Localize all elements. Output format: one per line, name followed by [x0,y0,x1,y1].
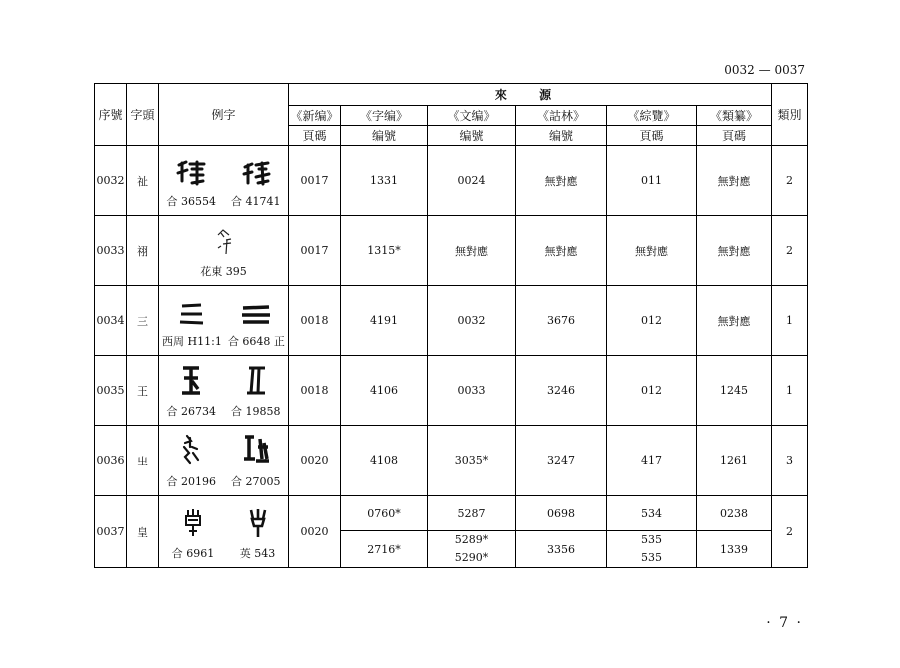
zibian-cell: 1331 [341,146,428,216]
header-unit: 頁碼 [289,126,341,146]
glyph-image [179,365,203,397]
zonglan-value: 535 [641,551,662,564]
seq-cell: 0036 [95,426,127,496]
leizuan-cell: 1339 [697,531,772,568]
examples-cell [159,146,289,216]
examples-cell [159,216,289,286]
zonglan-cell: 011 [607,146,697,216]
header-unit: 编號 [428,126,516,146]
wenbian-cell: 5287 [428,496,516,531]
example-source-label: 西周 H11:1 [162,335,222,348]
glyph-image [176,159,206,187]
glyph-image [239,301,273,327]
glyph-image [182,507,204,539]
example-source-label: 花東 395 [200,265,247,278]
table-row [95,496,808,531]
example-source-label: 合 36554 [166,195,216,208]
xinbian-cell: 0017 [289,146,341,216]
header-unit: 编號 [341,126,428,146]
char-cell: 三 [127,286,159,356]
glyph-image [241,159,271,187]
examples-cell [159,426,289,496]
header-source: 來 源 [289,84,772,106]
leizuan-cell: 無對應 [697,216,772,286]
example-source-label: 英 543 [239,547,276,560]
table-row [95,216,808,286]
category-cell: 3 [772,426,808,496]
category-cell: 2 [772,146,808,216]
zibian-cell: 2716* [341,531,428,568]
char-cell: 㞢 [127,426,159,496]
leizuan-cell: 無對應 [697,286,772,356]
gulin-cell: 無對應 [516,146,607,216]
header-unit: 頁碼 [697,126,772,146]
zonglan-cell: 012 [607,356,697,426]
header-unit: 頁碼 [607,126,697,146]
seq-cell: 0033 [95,216,127,286]
zibian-cell: 0760* [341,496,428,531]
gulin-cell: 無對應 [516,216,607,286]
seq-cell: 0035 [95,356,127,426]
example-source-label: 合 19858 [231,405,281,418]
header-source-zibian: 《字编》 [341,106,428,126]
gulin-cell: 0698 [516,496,607,531]
glyph-image [214,227,234,257]
xinbian-cell: 0020 [289,496,341,568]
table-row [95,356,808,426]
zonglan-cell: 012 [607,286,697,356]
wenbian-value: 5290* [454,551,489,564]
page-number: · 7 · [766,615,803,631]
wenbian-cell: 3035* [428,426,516,496]
page-range: 0032 — 0037 [724,63,805,77]
leizuan-cell: 無對應 [697,146,772,216]
header-unit: 编號 [516,126,607,146]
header-char: 字頭 [127,84,159,146]
wenbian-cell [428,531,516,568]
header-seq: 序號 [95,84,127,146]
example-source-label: 合 27005 [231,475,281,488]
header-examples: 例字 [159,84,289,146]
wenbian-cell: 無對應 [428,216,516,286]
zonglan-cell: 417 [607,426,697,496]
glyph-image [180,433,202,467]
wenbian-value: 5289* [454,533,489,546]
wenbian-cell: 0033 [428,356,516,426]
examples-cell [159,286,289,356]
category-cell: 2 [772,496,808,568]
leizuan-cell: 0238 [697,496,772,531]
header-source-gulin: 《詁林》 [516,106,607,126]
zonglan-cell: 無對應 [607,216,697,286]
header-category: 類別 [772,84,808,146]
char-cell: 王 [127,356,159,426]
example-source-label: 合 6648 正 [227,335,285,348]
glyph-image [177,301,207,327]
header-source-zonglan: 《綜覽》 [607,106,697,126]
header-source-wenbian: 《文编》 [428,106,516,126]
header-source-leizuan: 《類纂》 [697,106,772,126]
zibian-cell: 4108 [341,426,428,496]
gulin-cell: 3247 [516,426,607,496]
zonglan-cell [607,531,697,568]
examples-cell [159,356,289,426]
char-cell: 皇 [127,496,159,568]
character-table [94,83,808,568]
examples-cell [159,496,289,568]
category-cell: 2 [772,216,808,286]
example-source-label: 合 20196 [166,475,216,488]
zibian-cell: 4106 [341,356,428,426]
leizuan-cell: 1261 [697,426,772,496]
gulin-cell: 3246 [516,356,607,426]
zibian-cell: 4191 [341,286,428,356]
xinbian-cell: 0018 [289,356,341,426]
gulin-cell: 3676 [516,286,607,356]
table-row [95,146,808,216]
example-source-label: 合 41741 [231,195,281,208]
example-source-label: 合 6961 [171,547,215,560]
seq-cell: 0032 [95,146,127,216]
leizuan-cell: 1245 [697,356,772,426]
char-cell: 祉 [127,146,159,216]
table-row [95,286,808,356]
wenbian-cell: 0024 [428,146,516,216]
header-source-xinbian: 《新编》 [289,106,341,126]
zonglan-cell: 534 [607,496,697,531]
category-cell: 1 [772,286,808,356]
glyph-image [244,365,268,397]
zibian-cell: 1315* [341,216,428,286]
xinbian-cell: 0018 [289,286,341,356]
table-row [95,426,808,496]
gulin-cell: 3356 [516,531,607,568]
xinbian-cell: 0017 [289,216,341,286]
glyph-image [247,507,269,539]
wenbian-cell: 0032 [428,286,516,356]
example-source-label: 合 26734 [166,405,216,418]
zonglan-value: 535 [641,533,662,546]
category-cell: 1 [772,356,808,426]
seq-cell: 0034 [95,286,127,356]
seq-cell: 0037 [95,496,127,568]
xinbian-cell: 0020 [289,426,341,496]
char-cell: 祤 [127,216,159,286]
glyph-image [241,433,271,467]
